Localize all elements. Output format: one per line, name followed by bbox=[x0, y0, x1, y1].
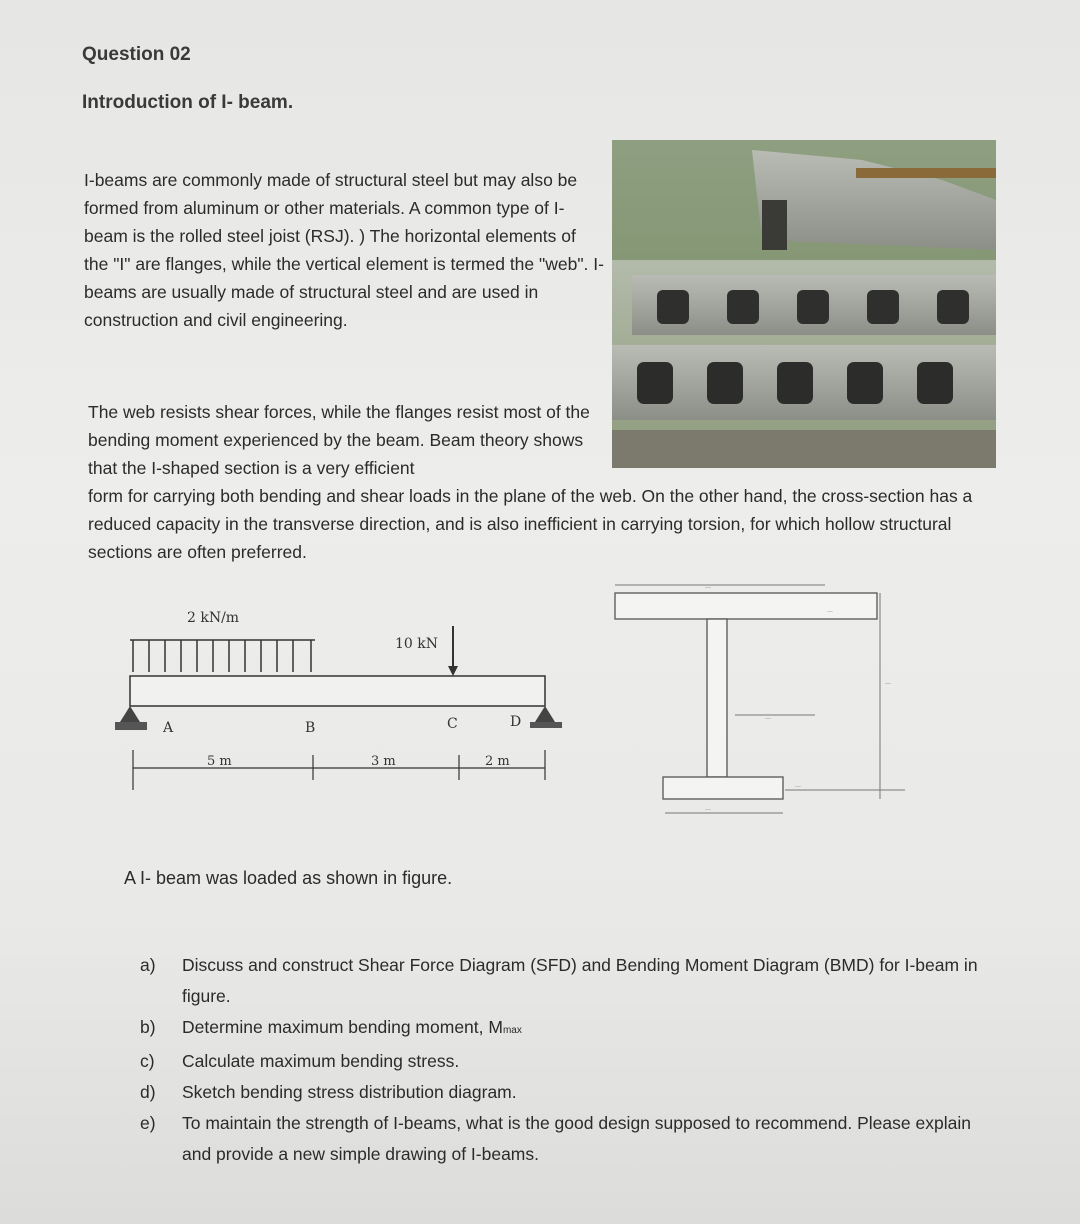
udl-arrows bbox=[130, 640, 315, 672]
task-label: d) bbox=[140, 1082, 156, 1102]
task-text: Determine maximum bending moment, M bbox=[182, 1017, 503, 1037]
point-c-label: C bbox=[447, 716, 458, 732]
span-cd-label: 2 m bbox=[485, 754, 510, 769]
beam-loading-diagram bbox=[115, 600, 575, 805]
task-text: Sketch bending stress distribution diagram. bbox=[182, 1082, 517, 1102]
point-b-label: B bbox=[305, 720, 316, 736]
intro-paragraph-2: The web resists shear forces, while the flanges resist most of the bending moment experienced by the beam. Beam theory shows that the I-shaped section is a very efficient bbox=[88, 402, 590, 478]
bottom-flange-label: — bbox=[795, 783, 801, 790]
task-item-d bbox=[140, 1077, 1000, 1108]
bottom-flange bbox=[663, 777, 783, 799]
section-subtitle: Introduction of I- beam. bbox=[82, 92, 294, 113]
task-item-b bbox=[140, 1012, 1000, 1046]
top-flange bbox=[615, 593, 877, 619]
point-d-label: D bbox=[510, 714, 522, 730]
task-label: b) bbox=[140, 1017, 156, 1037]
top-width-label: — bbox=[705, 584, 711, 591]
task-text: Calculate maximum bending stress. bbox=[182, 1051, 460, 1071]
task-text-subscript: max bbox=[502, 1025, 522, 1036]
i-beam-stack-image bbox=[612, 140, 996, 468]
intro-paragraph-1: I-beams are commonly made of structural steel but may also be formed from aluminum or other materials. A common type of I-beam is the rolled steel joist (RSJ). ) The horizontal elements of the "I" are flanges, while the vertical element is termed the "web". I-beams are usually made of structural steel and are used in construction and civil engineering. bbox=[84, 170, 604, 330]
bottom-width-label: — bbox=[705, 806, 711, 813]
web-thickness-label: — bbox=[765, 715, 771, 722]
figure-caption: A I- beam was loaded as shown in figure. bbox=[124, 868, 453, 888]
dimension-lines bbox=[133, 750, 545, 790]
udl-label: 2 kN/m bbox=[187, 610, 240, 626]
flange-thickness-label: — bbox=[827, 608, 833, 615]
task-item-a bbox=[140, 950, 1000, 1012]
i-beam-photo bbox=[612, 140, 996, 468]
task-list bbox=[140, 950, 1000, 1170]
intro-paragraph-2-continued: form for carrying both bending and shear loads in the plane of the web. On the other hand, the cross-section has a reduced capacity in the transverse direction, and is also inefficient in carrying torsion, for which hollow structural sections are often preferred. bbox=[88, 486, 973, 562]
task-label: e) bbox=[140, 1113, 156, 1133]
i-beam-cross-section bbox=[605, 575, 925, 830]
span-ab-label: 5 m bbox=[207, 754, 232, 769]
support-d bbox=[535, 706, 555, 722]
point-a-label: A bbox=[163, 720, 174, 736]
task-text: Discuss and construct Shear Force Diagram (SFD) and Bending Moment Diagram (BMD) for I-beam in figure. bbox=[182, 955, 978, 1006]
web bbox=[707, 619, 727, 777]
task-label: a) bbox=[140, 955, 156, 975]
height-label: — bbox=[885, 680, 891, 687]
task-item-e bbox=[140, 1108, 1000, 1170]
task-label: c) bbox=[140, 1051, 155, 1071]
task-item-c bbox=[140, 1046, 1000, 1077]
task-text: To maintain the strength of I-beams, what is the good design supposed to recommend. Please explain and provide a new simple drawing of I-beams. bbox=[182, 1113, 971, 1164]
support-a bbox=[120, 706, 140, 722]
question-title: Question 02 bbox=[82, 44, 191, 65]
point-load-label: 10 kN bbox=[395, 636, 438, 652]
span-bc-label: 3 m bbox=[371, 754, 396, 769]
beam-body bbox=[130, 676, 545, 706]
